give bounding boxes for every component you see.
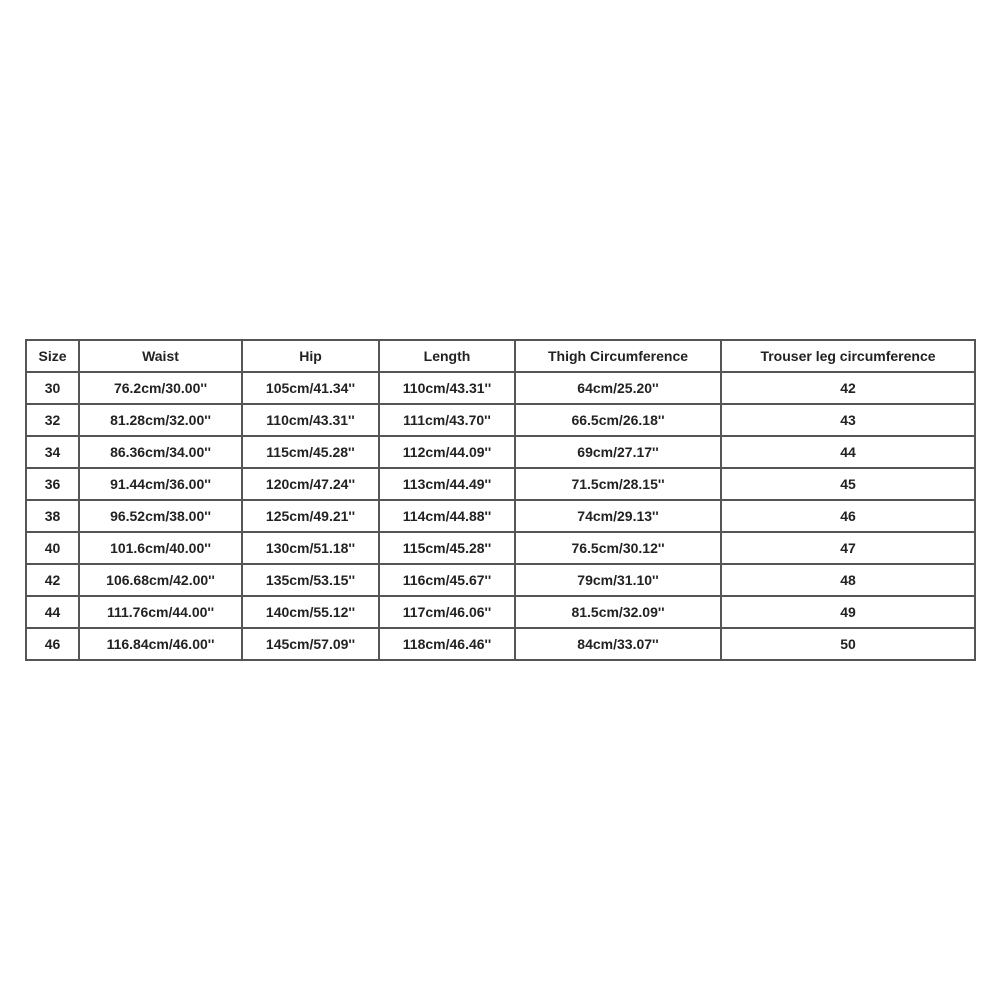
cell-trouser-leg-circumference: 46: [722, 501, 976, 533]
table-body: [27, 373, 976, 661]
table-row: [27, 629, 976, 661]
header-length: Length: [380, 341, 516, 373]
header-trouser-leg-circumference: Trouser leg circumference: [722, 341, 976, 373]
header-thigh-circumference: Thigh Circumference: [516, 341, 722, 373]
cell-size: 46: [27, 629, 80, 661]
cell-size: 32: [27, 405, 80, 437]
cell-trouser-leg-circumference: 44: [722, 437, 976, 469]
cell-thigh-circumference: 71.5cm/28.15'': [516, 469, 722, 501]
table-header-row: [27, 341, 976, 373]
cell-waist: 116.84cm/46.00'': [80, 629, 243, 661]
cell-trouser-leg-circumference: 49: [722, 597, 976, 629]
cell-hip: 130cm/51.18'': [243, 533, 380, 565]
cell-trouser-leg-circumference: 45: [722, 469, 976, 501]
table-row: [27, 373, 976, 405]
cell-trouser-leg-circumference: 48: [722, 565, 976, 597]
cell-hip: 140cm/55.12'': [243, 597, 380, 629]
cell-waist: 106.68cm/42.00'': [80, 565, 243, 597]
cell-size: 42: [27, 565, 80, 597]
cell-waist: 111.76cm/44.00'': [80, 597, 243, 629]
cell-waist: 81.28cm/32.00'': [80, 405, 243, 437]
cell-length: 116cm/45.67'': [380, 565, 516, 597]
header-size: Size: [27, 341, 80, 373]
header-hip: Hip: [243, 341, 380, 373]
cell-thigh-circumference: 69cm/27.17'': [516, 437, 722, 469]
cell-size: 30: [27, 373, 80, 405]
table-row: [27, 565, 976, 597]
cell-hip: 135cm/53.15'': [243, 565, 380, 597]
cell-length: 111cm/43.70'': [380, 405, 516, 437]
cell-trouser-leg-circumference: 42: [722, 373, 976, 405]
cell-thigh-circumference: 64cm/25.20'': [516, 373, 722, 405]
cell-thigh-circumference: 76.5cm/30.12'': [516, 533, 722, 565]
cell-hip: 120cm/47.24'': [243, 469, 380, 501]
cell-length: 117cm/46.06'': [380, 597, 516, 629]
cell-trouser-leg-circumference: 47: [722, 533, 976, 565]
cell-length: 118cm/46.46'': [380, 629, 516, 661]
cell-thigh-circumference: 74cm/29.13'': [516, 501, 722, 533]
cell-length: 110cm/43.31'': [380, 373, 516, 405]
cell-waist: 76.2cm/30.00'': [80, 373, 243, 405]
cell-length: 112cm/44.09'': [380, 437, 516, 469]
cell-length: 115cm/45.28'': [380, 533, 516, 565]
cell-size: 36: [27, 469, 80, 501]
cell-trouser-leg-circumference: 43: [722, 405, 976, 437]
table-row: [27, 501, 976, 533]
cell-hip: 105cm/41.34'': [243, 373, 380, 405]
cell-hip: 110cm/43.31'': [243, 405, 380, 437]
cell-waist: 86.36cm/34.00'': [80, 437, 243, 469]
cell-thigh-circumference: 79cm/31.10'': [516, 565, 722, 597]
table-row: [27, 405, 976, 437]
cell-thigh-circumference: 66.5cm/26.18'': [516, 405, 722, 437]
cell-hip: 125cm/49.21'': [243, 501, 380, 533]
cell-hip: 145cm/57.09'': [243, 629, 380, 661]
cell-size: 40: [27, 533, 80, 565]
cell-thigh-circumference: 81.5cm/32.09'': [516, 597, 722, 629]
cell-length: 114cm/44.88'': [380, 501, 516, 533]
cell-trouser-leg-circumference: 50: [722, 629, 976, 661]
cell-size: 38: [27, 501, 80, 533]
size-chart-table: [25, 339, 976, 661]
cell-waist: 96.52cm/38.00'': [80, 501, 243, 533]
cell-length: 113cm/44.49'': [380, 469, 516, 501]
cell-waist: 101.6cm/40.00'': [80, 533, 243, 565]
cell-thigh-circumference: 84cm/33.07'': [516, 629, 722, 661]
table-row: [27, 437, 976, 469]
cell-hip: 115cm/45.28'': [243, 437, 380, 469]
table-row: [27, 533, 976, 565]
header-waist: Waist: [80, 341, 243, 373]
cell-waist: 91.44cm/36.00'': [80, 469, 243, 501]
cell-size: 34: [27, 437, 80, 469]
cell-size: 44: [27, 597, 80, 629]
table-row: [27, 469, 976, 501]
table-row: [27, 597, 976, 629]
